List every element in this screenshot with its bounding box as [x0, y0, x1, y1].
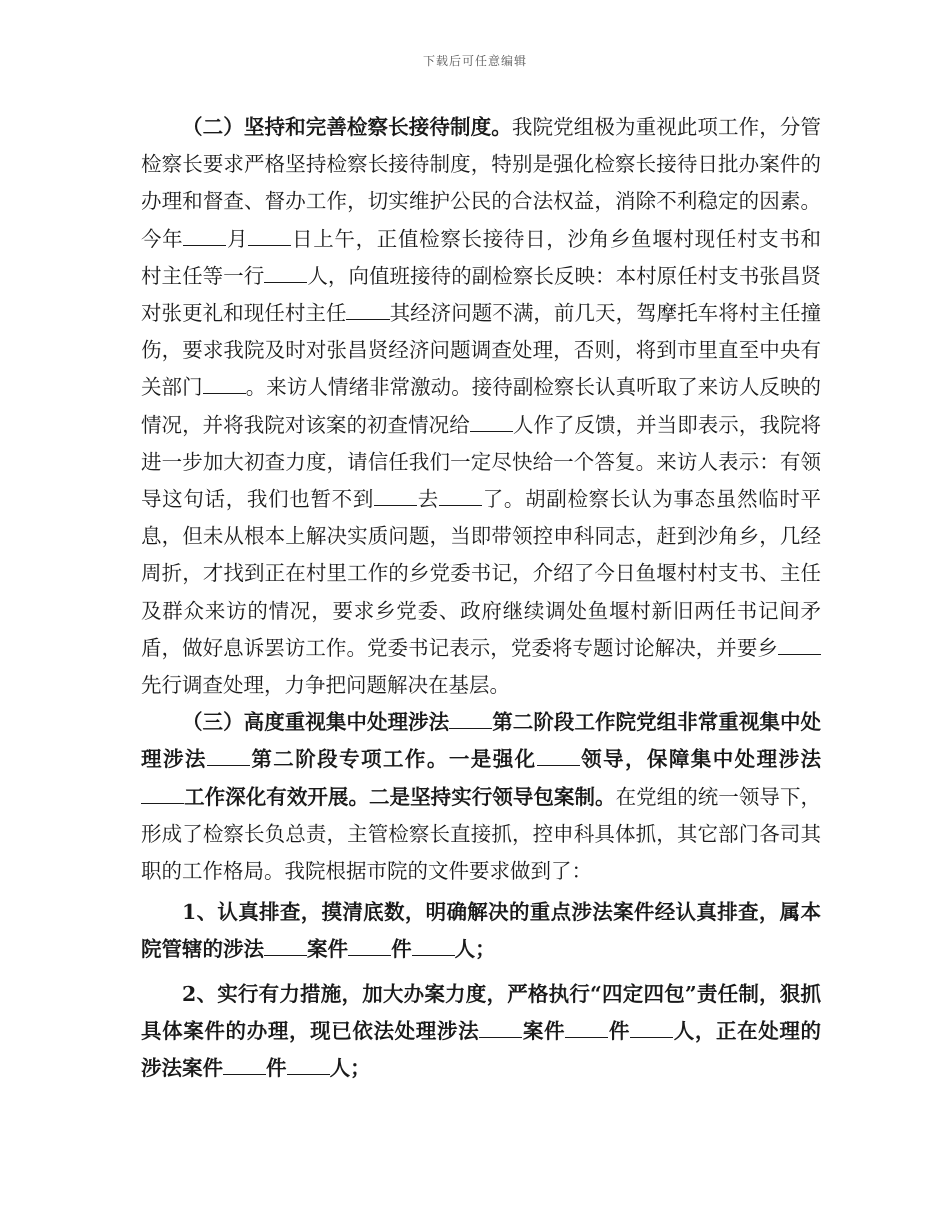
- paragraph-reception-system: （二）坚持和完善检察长接待制度。我院党组极为重视此项工作，分管检察长要求严格坚持检察长接待制度，特别是强化检察长接待日批办案件的办理和督查、督办工作，切实维护公民的合法权益，消除不利稳定的因素。今年 月 日上午，正值检察长接待日，沙角乡鱼堰村现任村支书和村主任等一行 人，向值班接待的副检察长反映：本村原任村支书张昌贤对张更礼和现任村主任 其经济问题不满，前几天，驾摩托车将村主任撞伤，要求我院及时对张昌贤经济问题调查处理，否则，将到市里直至中央有关部门 。来访人情绪非常激动。接待副检察长认真听取了来访人反映的情况，并将我院对该案的初查情况给 人作了反馈，并当即表示，我院将进一步加大初查力度，请信任我们一定尽快给一个答复。来访人表示：有领导这句话，我们也暂不到 去 了。胡副检察长认为事态虽然临时平息，但未从根本上解决实质问题，当即带领控申科同志，赶到沙角乡，几经周折，才找到正在村里工作的乡党委书记，介绍了今日鱼堰村村支书、主任及群众来访的情况，要求乡党委、政府继续调处鱼堰村新旧两任书记间矛盾，做好息诉罢访工作。党委书记表示，党委将专题讨论解决，并要乡先行调查处理，力争把问题解决在基层。: [141, 115, 822, 698]
- blank-field: [346, 301, 389, 320]
- list-item-1: 1、认真排查，摸清底数，明确解决的重点涉法案件经认真排查，属本院管辖的涉法 案件 件 人；: [141, 900, 821, 962]
- blank-field: [141, 784, 184, 803]
- blank-field: [630, 1018, 673, 1037]
- blank-field: [264, 263, 307, 282]
- paragraph-special-work: （三）高度重视集中处理涉法 第二阶段工作院党组非常重视集中处理涉法 第二阶段专项工作。一是强化 领导，保障集中处理涉法工作深化有效开展。二是坚持实行领导包案制。在党组的统一领导下，形成了检察长负总责，主管检察长直接抓，控申科具体抓，其它部门各司其职的工作格局。我院根据市院的文件要求做到了：: [141, 710, 822, 884]
- blank-field: [264, 937, 307, 956]
- blank-field: [449, 710, 492, 729]
- blank-field: [207, 747, 250, 766]
- blank-field: [223, 1056, 266, 1075]
- section-heading-3: （三）高度重视集中处理涉法: [182, 710, 450, 735]
- blank-field: [479, 1018, 522, 1037]
- section-heading-2: （二）坚持和完善检察长接待制度。: [182, 115, 512, 139]
- blank-field: [183, 226, 226, 245]
- page-header: 下载后可任意编辑: [422, 54, 527, 68]
- blank-field: [374, 487, 417, 506]
- blank-field: [470, 412, 513, 431]
- list-item-2: 2、实行有力措施，加大办案力度，严格执行“四定四包”责任制，狠抓具体案件的办理，现已依法处理涉法 案件 件 人，正在处理的涉法案件 件 人；: [141, 981, 822, 1081]
- blank-field: [537, 747, 580, 766]
- blank-field: [203, 375, 246, 394]
- blank-field: [439, 487, 482, 506]
- blank-field: [248, 226, 291, 245]
- blank-field: [348, 937, 391, 956]
- blank-field: [287, 1056, 330, 1075]
- blank-field: [565, 1018, 608, 1037]
- blank-field: [412, 937, 455, 956]
- blank-field: [778, 635, 821, 654]
- document-body: [141, 109, 821, 1087]
